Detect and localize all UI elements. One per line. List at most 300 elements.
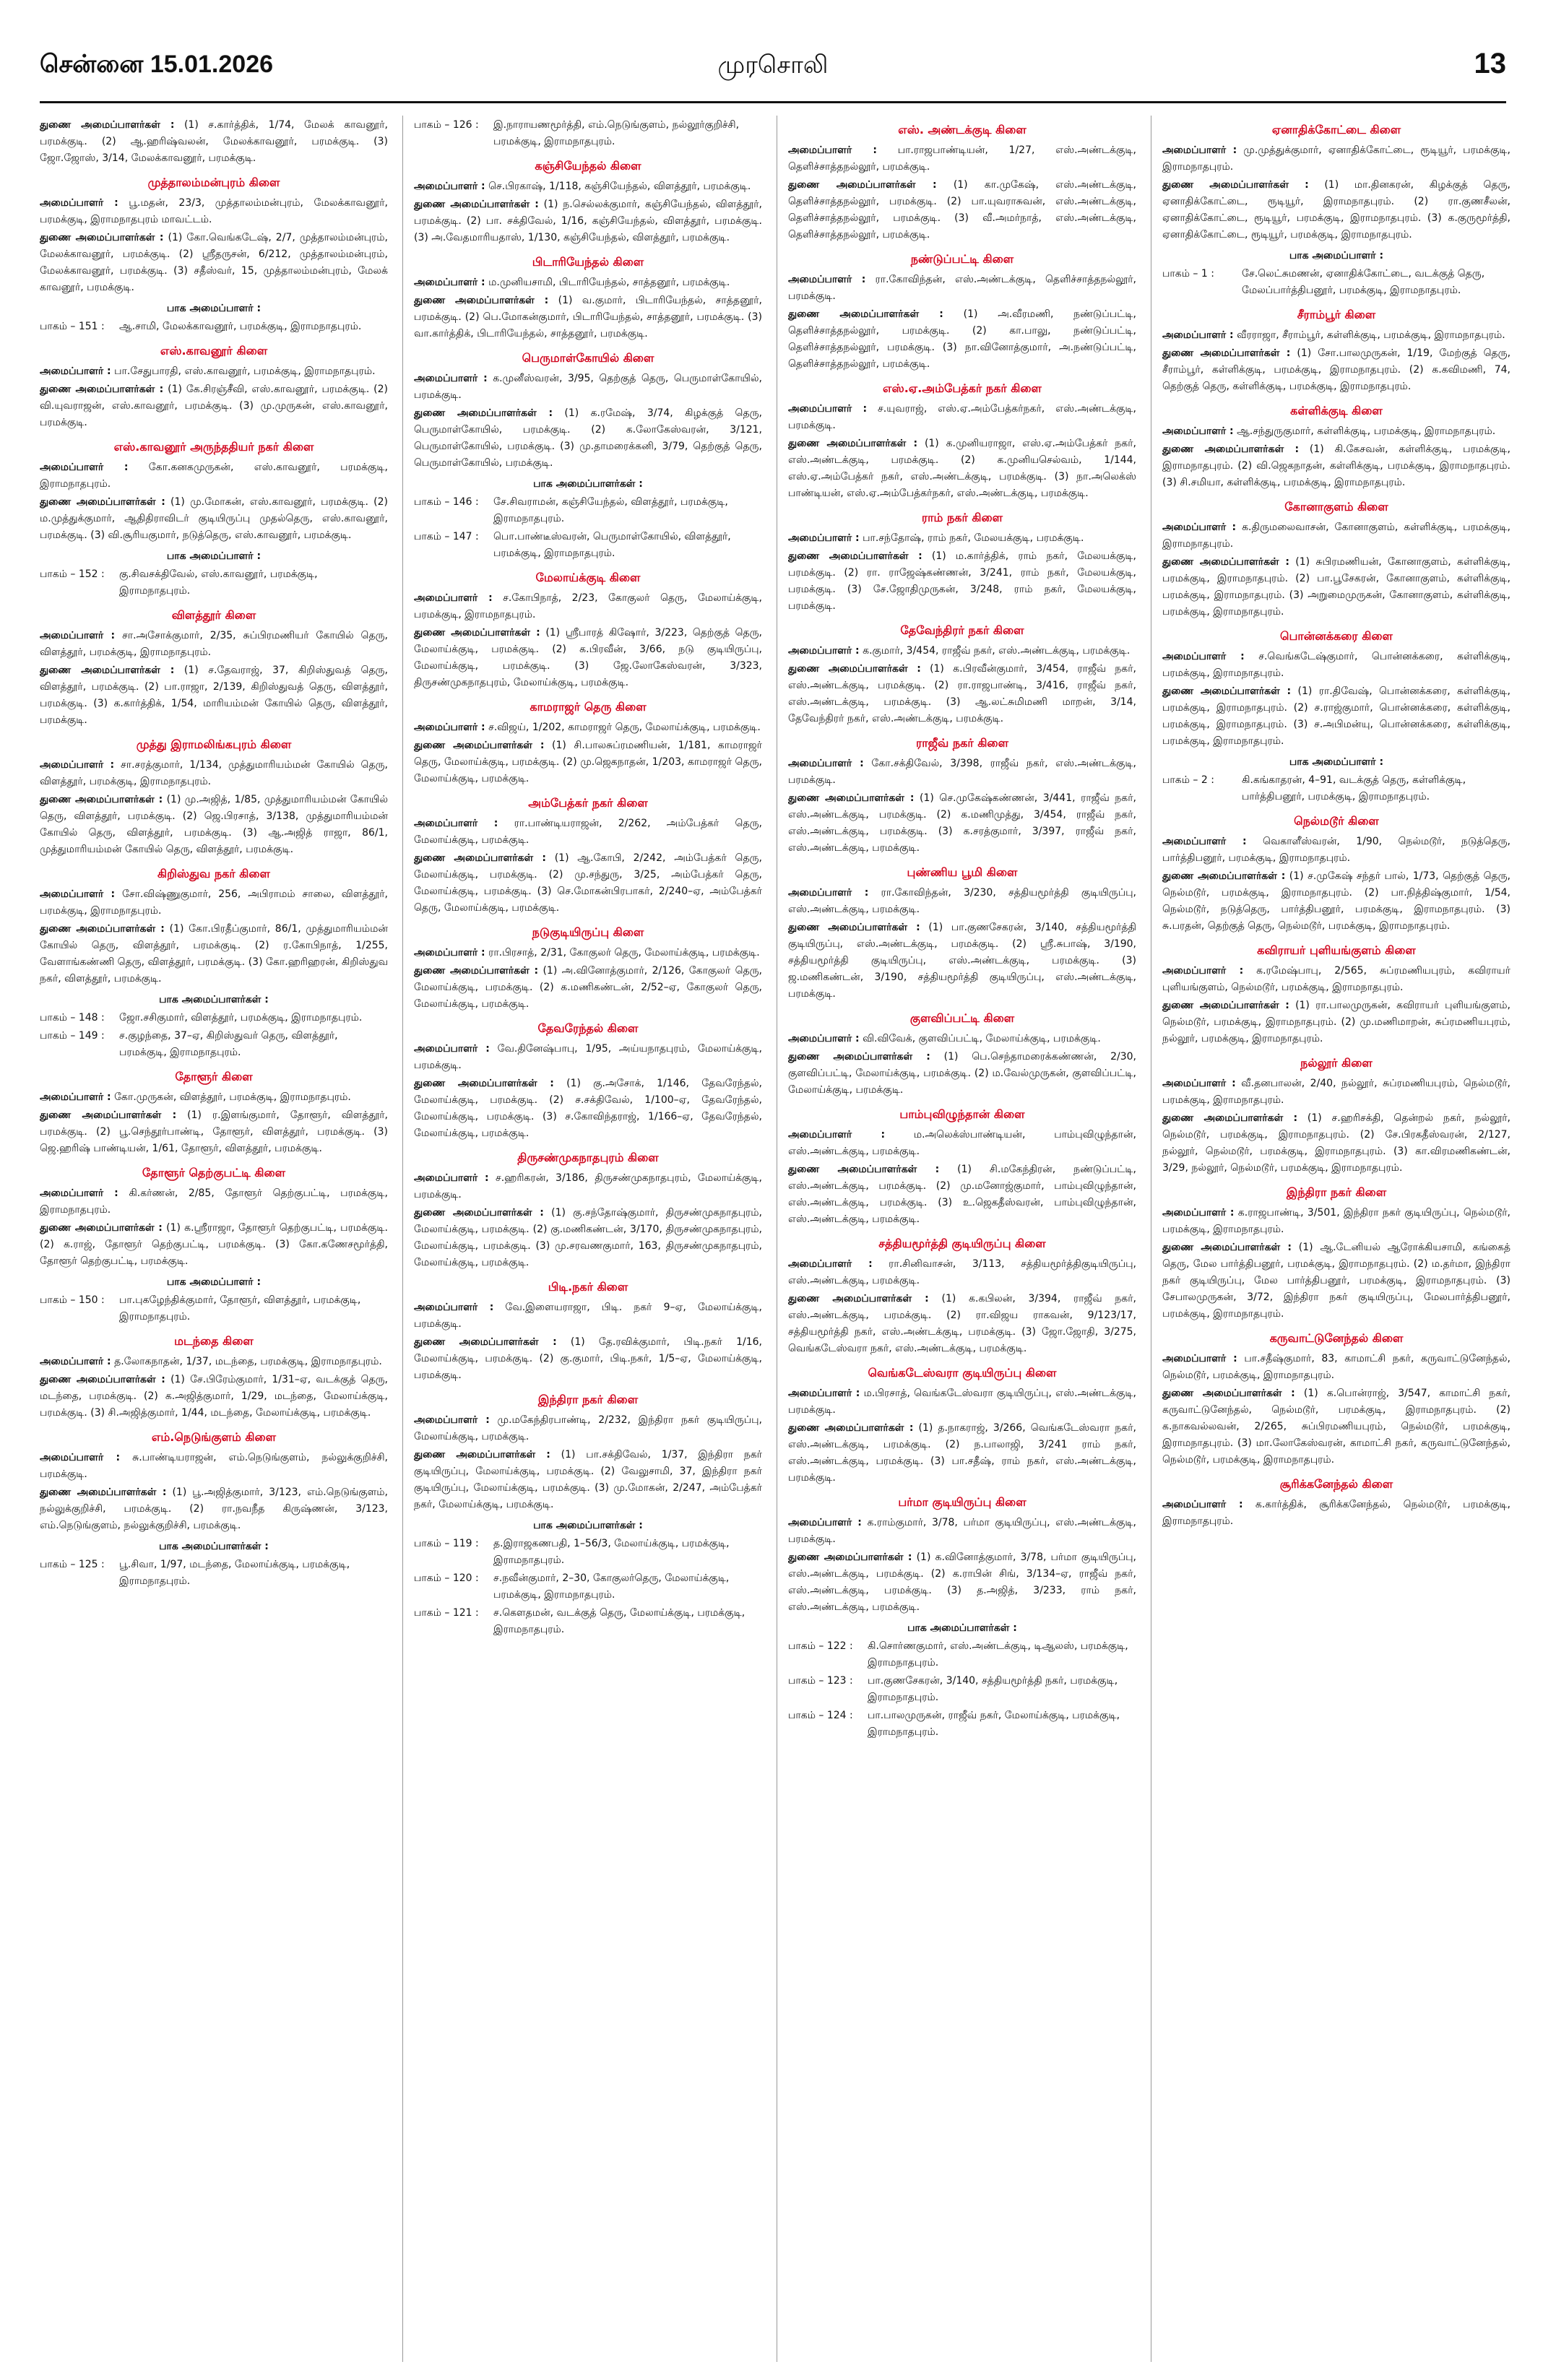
member-details: (1) கா.முகேஷ், எஸ்.அண்டக்குடி, தெளிச்சாத்தநல்லூர், பரமக்குடி. (2) பா.யுவராசுவன், எஸ்.அண்டக்குடி, தெளிச்சாத்தநல்லூர், பரமக்குடி. (3) வீ.அமர்நாத், எஸ்.அண்டக்குடி, தெளிச்சாத்தநல்லூர், பரமக்குடி. <box>788 179 1136 241</box>
member-details: வெகாளீஸ்வரன், 1/90, நெல்மடூர், நடுத்தெரு, பார்த்திபனூர், பரமக்குடி, இராமநாதபுரம். <box>1162 836 1510 864</box>
column-3 <box>788 116 1136 2362</box>
office-bearer-entry <box>788 1515 1136 1548</box>
member-details: (1) ந.செல்லக்குமார், கஞ்சியேந்தல், விளத்தூர், பரமக்குடி. (2) பா. சக்திவேல், 1/16, கஞ்சியேந்தல், விளத்தூர், பரமக்குடி. (3) அ.வேதமாரியதாஸ், 1/130, கஞ்சியேந்தல், விளத்தூர், பரமக்குடி. <box>414 199 762 243</box>
member-details: (1) சி.பாலசுப்ரமணியன், 1/181, காமராஜர் தெரு, மேலாய்க்குடி, பரமக்குடி. (2) மு.ஜெகநாதன், 1/203, காமராஜர் தெரு, மேலாய்க்குடி, பரமக்குடி. <box>414 740 762 784</box>
office-bearer-entry <box>414 1041 762 1074</box>
office-bearer-entry <box>788 1127 1136 1160</box>
booth-organizer: ஆ.சாமி, மேலக்காவனூர், பரமக்குடி, இராமநாதபுரம். <box>119 321 362 332</box>
member-details: சா.அசோக்குமார், 2/35, சுப்பிரமணியர் கோயில் தெரு, விளத்தூர், பரமக்குடி, இராமநாதபுரம். <box>40 630 388 658</box>
booth-row <box>40 1292 388 1325</box>
member-details: (1) சோ.பாலமுருகன், 1/19, மேற்குத் தெரு, சீராம்பூர், கள்ளிக்குடி, பரமக்குடி, இராமநாதபுரம். (2) க.கவிமணி, 74, தெற்குத் தெரு, கள்ளிக்குடி, பரமக்குடி, இராமநாதபுரம். <box>1162 347 1510 392</box>
member-details: க.கார்த்திக், சூரிக்கனேந்தல், நெல்மடூர், பரமக்குடி, இராமநாதபுரம். <box>1162 1499 1510 1527</box>
member-details: (1) செ.முகேஷ்கண்ணன், 3/441, ராஜீவ் நகர், எஸ்.அண்டக்குடி, பரமக்குடி. (2) க.மணிமுத்து, 3/454, ராஜீவ் நகர், எஸ்.அண்டக்குடி, பரமக்குடி. (3) க.சரத்குமார், 3/397, ராஜீவ் நகர், எஸ்.அண்டக்குடி, பரமக்குடி. <box>788 792 1136 854</box>
booth-number: பாகம் – 122 : <box>788 1640 853 1652</box>
role-label: துணை அமைப்பாளர்கள் : <box>414 1336 557 1348</box>
branch-title: நண்டுப்பட்டி கிளை <box>910 252 1014 266</box>
member-details: (1) கு.சந்தோஷ்குமார், திருசண்முகநாதபுரம், மேலாய்க்குடி, பரமக்குடி. (2) கு.மணிகண்டன், 3/170, திருசண்முகநாதபுரம், மேலாய்க்குடி, பரமக்குடி. (3) மு.சரவணகுமார், 163, திருசண்முகநாதபுரம், மேலாய்க்குடி, பரமக்குடி. <box>414 1207 762 1268</box>
branch-title: சீராம்பூர் கிளை <box>1297 308 1376 321</box>
role-label: அமைப்பாளர் : <box>40 462 129 473</box>
booth-number: பாகம் – 151 : <box>40 321 105 332</box>
booth-organizers-heading: பாக அமைப்பாளர் : <box>1289 250 1384 261</box>
role-label: துணை அமைப்பாளர்கள் : <box>40 496 165 508</box>
role-label: துணை அமைப்பாளர்கள் : <box>414 199 539 210</box>
booth-number: பாகம் – 119 : <box>414 1538 479 1549</box>
branch-title: பெருமாள்கோயில் கிளை <box>522 351 654 365</box>
role-label: அமைப்பாளர் : <box>788 403 868 415</box>
branch-title: விளத்தூர் கிளை <box>171 608 256 622</box>
office-bearer-entry <box>40 1450 388 1483</box>
role-label: துணை அமைப்பாளர்கள் : <box>788 550 922 562</box>
role-label: துணை அமைப்பாளர்கள் : <box>414 295 549 306</box>
role-label: அமைப்பாளர் : <box>788 887 869 899</box>
role-label: துணை அமைப்பாளர்கள் : <box>40 1109 177 1121</box>
booth-row <box>1162 266 1510 299</box>
member-details: சு.பாண்டியராஜன், எம்.நெடுங்குளம், நல்லுக்குறிச்சி, பரமக்குடி. <box>40 1452 388 1480</box>
role-label: துணை அமைப்பாளர்கள் : <box>40 794 163 805</box>
role-label: அமைப்பாளர் : <box>788 1033 860 1044</box>
booth-number: பாகம் – 2 : <box>1162 774 1214 786</box>
member-details: (1) கி.கேசவன், கள்ளிக்குடி, பரமக்குடி, இராமநாதபுரம். (2) வி.ஜெகநாதன், கள்ளிக்குடி, பரமக்குடி, இராமநாதபுரம். (3) சி.சமியா, கள்ளிக்குடி, பரமக்குடி, இராமநாதபுரம். <box>1162 443 1510 488</box>
branch-title: கவிராயர் புளியங்குளம் கிளை <box>1257 943 1416 957</box>
member-details: கி.கர்ணன், 2/85, தோளூர் தெற்குபட்டி, பரமக்குடி, இராமநாதபுரம். <box>40 1187 388 1216</box>
booth-organizer: பொ.பாண்டீஸ்வரன், பெருமாள்கோயில், விளத்தூர், பரமக்குடி, இராமநாதபுரம். <box>493 531 731 559</box>
booth-organizer: ஜோ.சசிகுமார், விளத்தூர், பரமக்குடி, இராமநாதபுரம். <box>119 1012 363 1024</box>
booth-organizers-heading: பாக அமைப்பாளர் : <box>1289 756 1384 768</box>
member-details: ச.யுவராஜ், எஸ்.ஏ.அம்பேத்கர்நகர், எஸ்.அண்டக்குடி, பரமக்குடி. <box>788 403 1136 431</box>
office-bearer-entry <box>1162 649 1510 682</box>
branch-section <box>414 350 762 562</box>
role-label: அமைப்பாளர் : <box>414 1302 494 1313</box>
role-label: துணை அமைப்பாளர்கள் : <box>414 965 539 977</box>
booth-number: பாகம் – 146 : <box>414 496 479 508</box>
branch-title: பாம்புவிழுந்தான் கிளை <box>899 1107 1025 1121</box>
page-number: 13 <box>1474 48 1506 79</box>
office-bearer-entry <box>40 1354 388 1370</box>
booth-row <box>40 566 388 600</box>
role-label: துணை அமைப்பாளர்கள் : <box>40 1374 165 1385</box>
member-details: க.ரமேஷ்பாபு, 2/565, சுப்ரமணியபுரம், கவிராயர் புளியங்குளம், நெல்மடூர், பரமக்குடி, இராமநாதபுரம். <box>1162 965 1510 993</box>
office-bearer-entry <box>40 628 388 661</box>
branch-section <box>414 1278 762 1384</box>
office-bearer-entry <box>414 1334 762 1384</box>
role-label: அமைப்பாளர் : <box>1162 651 1245 662</box>
role-label: துணை அமைப்பாளர்கள் : <box>788 1552 912 1563</box>
booth-number: பாகம் – 147 : <box>414 531 479 542</box>
office-bearer-entry <box>414 1299 762 1333</box>
role-label: துணை அமைப்பாளர்கள் : <box>788 1164 940 1175</box>
role-label: துணை அமைப்பாளர்கள் : <box>1162 179 1309 191</box>
role-label: துணை அமைப்பாளர்கள் : <box>788 438 918 449</box>
booth-number: பாகம் – 121 : <box>414 1607 479 1619</box>
booth-organizers-heading: பாக அமைப்பாளர் : <box>166 303 262 314</box>
office-bearer-entry <box>40 117 388 167</box>
role-label: துணை அமைப்பாளர்கள் : <box>40 384 164 395</box>
office-bearer-entry <box>788 1420 1136 1487</box>
member-details: (1) க.பிரவீன்குமார், 3/454, ராஜீவ் நகர், எஸ்.அண்டக்குடி, பரமக்குடி. (2) ரா.ராஜபாண்டி, 3/416, ராஜீவ் நகர், எஸ்.அண்டக்குடி, பரமக்குடி. (3) ஆ.லட்சுமிமணி மாறன், 3/14, தேவேந்திரர் நகர், எஸ்.அண்டக்குடி, பரமக்குடி. <box>788 663 1136 724</box>
branch-section <box>1162 1055 1510 1177</box>
member-details: (1) க.பொன்ராஜ், 3/547, காமாட்சி நகர், கருவாட்டுனேந்தல், நெல்மடூர், பரமக்குடி, இராமநாதபுரம். (2) க.நாகவல்லவன், 2/265, சுப்பிரமணியபுரம், நெல்மடூர், பரமக்குடி, இராமநாதபுரம். (3) மா.லோகேஸ்வரன், காமாட்சி நகர், கருவாட்டுனேந்தல், நெல்மடூர், பரமக்குடி, இராமநாதபுரம். <box>1162 1388 1510 1466</box>
branch-title: சத்தியமூர்த்தி குடியிருப்பு கிளை <box>878 1237 1046 1250</box>
role-label: அமைப்பாளர் : <box>1162 836 1247 847</box>
office-bearer-entry <box>1162 1351 1510 1384</box>
branch-title: கிறிஸ்துவ நகர் கிளை <box>157 867 270 880</box>
role-label: துணை அமைப்பாளர்கள் : <box>1162 1242 1292 1253</box>
booth-row <box>788 1673 1136 1706</box>
member-details: த.லோகநாதன், 1/37, மடந்தை, பரமக்குடி, இராமநாதபுரம். <box>114 1356 382 1367</box>
role-label: துணை அமைப்பாளர்கள் : <box>788 792 915 804</box>
office-bearer-entry <box>1162 1385 1510 1468</box>
branch-section <box>40 342 388 431</box>
office-bearer-entry <box>788 756 1136 789</box>
member-details: க.குமார், 3/454, ராஜீவ் நகர், எஸ்.அண்டக்குடி, பரமக்குடி. <box>863 645 1131 657</box>
member-details: (1) அ.வினோத்குமார், 2/126, கோகுலர் தெரு, மேலாய்க்குடி, பரமக்குடி. (2) க.மணிகண்டன், 2/52–ஏ, கோகுலர் தெரு, மேலாய்க்குடி, பரமக்குடி. <box>414 965 762 1010</box>
booth-organizer: கி.கங்காதரன், 4–91, வடக்குத் தெரு, கள்ளிக்குடி, பார்த்திபனூர், பரமக்குடி, இராமநாதபுரம். <box>1242 774 1466 802</box>
member-details: வீரராஜா, சீராம்பூர், கள்ளிக்குடி, பரமக்குடி, இராமநாதபுரம். <box>1237 329 1505 341</box>
office-bearer-entry <box>40 1185 388 1219</box>
booth-organizer: பா.குணசேகரன், 3/140, சத்தியமூர்த்தி நகர், பரமக்குடி, இராமநாதபுரம். <box>868 1675 1118 1703</box>
booth-organizers-heading: பாக அமைப்பாளர்கள் : <box>907 1622 1017 1634</box>
member-details: வி.விவேக், குளவிப்பட்டி, மேலாய்க்குடி, பரமக்குடி. <box>863 1033 1101 1044</box>
branch-section <box>1162 1330 1510 1468</box>
role-label: துணை அமைப்பாளர்கள் : <box>40 665 175 676</box>
booth-number: பாகம் – 152 : <box>40 568 105 580</box>
office-bearer-entry <box>40 363 388 380</box>
role-label: துணை அமைப்பாளர்கள் : <box>788 663 921 675</box>
branch-section <box>1162 813 1510 935</box>
booth-row <box>40 1557 388 1590</box>
branch-title: தேவேந்திரர் நகர் கிளை <box>900 623 1024 637</box>
booth-row <box>414 1536 762 1569</box>
branch-section <box>788 1494 1136 1741</box>
role-label: அமைப்பாளர் : <box>1162 425 1234 437</box>
role-label: துணை அமைப்பாளர்கள் : <box>40 923 165 935</box>
member-details: (1) க.முனியராஜா, எஸ்.ஏ.அம்பேத்கர் நகர், எஸ்.அண்டக்குடி, பரமக்குடி. (2) க.முனியசெல்வம், 1/144, எஸ்.ஏ.அம்பேத்கர் நகர், எஸ்.அண்டக்குடி, பரமக்குடி. (3) நா.அலெக்ஸ் பாண்டியன், எஸ்.ஏ.அம்பேத்கர்நகர், எஸ்.அண்டக்குடி, பரமக்குடி. <box>788 438 1136 499</box>
member-details: (1) வ.குமார், பிடாரியேந்தல், சாத்தனூர், பரமக்குடி. (2) பெ.மோகன்குமார், பிடாரியேந்தல், சாத்தனூர், பரமக்குடி. (3) வா.கார்த்திக், பிடாரியேந்தல், சாத்தனூர், பரமக்குடி. <box>414 295 762 339</box>
branch-title: கோனாகுளம் கிளை <box>1284 500 1388 514</box>
role-label: துணை அமைப்பாளர்கள் : <box>788 1051 930 1063</box>
branch-section <box>788 380 1136 502</box>
office-bearer-entry <box>1162 519 1510 553</box>
role-label: துணை அமைப்பாளர்கள் : <box>40 1487 167 1498</box>
booth-organizers-heading: பாக அமைப்பாளர்கள் : <box>533 1520 643 1531</box>
member-details: (1) ரா.பாலமுருகன், கவிராயர் புளியங்குளம், நெல்மடூர், பரமக்குடி, இராமநாதபுரம். (2) மு.மணிமாறன், சுப்ரமணியபுரம், நல்லூர், பரமக்குடி, இராமநாதபுரம். <box>1162 1000 1510 1044</box>
role-label: அமைப்பாளர் : <box>414 181 485 192</box>
role-label: அமைப்பாளர் : <box>414 818 498 829</box>
branch-title: திருசண்முகநாதபுரம் கிளை <box>517 1151 659 1164</box>
branch-section <box>40 438 388 600</box>
booth-organizer: பூ.சிவா, 1/97, மடந்தை, மேலாய்க்குடி, பரமக்குடி, இராமநாதபுரம். <box>119 1559 350 1587</box>
branch-section <box>788 1010 1136 1099</box>
branch-section <box>1162 942 1510 1047</box>
member-details: (1) தே.ரவிக்குமார், பிடி.நகர் 1/16, மேலாய்க்குடி, பரமக்குடி. (2) கு.குமார், பிடி.நகர், 1/5–ஏ, மேலாய்க்குடி, பரமக்குடி. <box>414 1336 762 1381</box>
booth-row <box>40 319 388 335</box>
member-details: ச.வெங்கடேஷ்குமார், பொன்னக்கரை, கள்ளிக்குடி, பரமக்குடி, இராமநாதபுரம். <box>1162 651 1510 679</box>
branch-section <box>40 1068 388 1157</box>
office-bearer-entry <box>788 643 1136 659</box>
booth-number: பாகம் – 1 : <box>1162 268 1214 280</box>
office-bearer-entry <box>788 790 1136 857</box>
member-details: (1) பா.சக்திவேல், 1/37, இந்திரா நகர் குடியிருப்பு, மேலாய்க்குடி, பரமக்குடி. (2) வேலுசாமி, 37, இந்திரா நகர் குடியிருப்பு, மேலாய்க்குடி, பரமக்குடி. (3) மு.மோகன், 2/247, அம்பேத்கர் நகர், மேலாய்க்குடி, பரமக்குடி. <box>414 1449 762 1510</box>
booth-number: பாகம் – 150 : <box>40 1294 105 1306</box>
booth-row <box>414 529 762 562</box>
branch-title: ஏனாதிக்கோட்டை கிளை <box>1271 123 1401 137</box>
booth-organizer: ச.குழந்தை, 37–ஏ, கிறிஸ்துவர் தெரு, விளத்தூர், பரமக்குடி, இராமநாதபுரம். <box>119 1030 338 1058</box>
column-4 <box>1162 116 1510 2362</box>
branch-title: காமராஜர் தெரு கிளை <box>530 700 647 714</box>
member-details: வீ.தனபாலன், 2/40, நல்லூர், சுப்ரமணியபுரம், நெல்மடூர், பரமக்குடி, இராமநாதபுரம். <box>1162 1078 1510 1106</box>
role-label: அமைப்பாளர் : <box>40 197 118 209</box>
member-details: (1) கோ.வெங்கடேஷ், 2/7, முத்தாலம்மன்புரம், மேலக்காவனூர், பரமக்குடி. (2) ஸ்ரீதருசன், 6/212, முத்தாலம்மன்புரம், மேலக்காவனூர், பரமக்குடி. (3) சதீஸ்வர், 15, முத்தாலம்மன்புரம், மேலக் காவனூர், பரமக்குடி. <box>40 232 388 293</box>
booth-number: பாகம் – 123 : <box>788 1675 853 1687</box>
branch-title: முத்து இராமலிங்கபுரம் கிளை <box>136 737 292 751</box>
role-label: அமைப்பாளர் : <box>1162 1499 1243 1510</box>
member-details: பா.சந்தோஷ், ராம் நகர், மேலயக்குடி, பரமக்குடி. <box>863 532 1084 544</box>
office-bearer-entry <box>414 371 762 404</box>
branch-title: எஸ்.காவனூர் அருந்ததியர் நகர் கிளை <box>113 440 314 454</box>
member-details: ச.கோபிநாத், 2/23, கோகுலர் தெரு, மேலாய்க்குடி, பரமக்குடி, இராமநாதபுரம். <box>414 592 762 620</box>
member-details: (1) ஸ்ரீபாரத் கிஷோர், 3/223, தெற்குத் தெரு, மேலாய்க்குடி, பரமக்குடி. (2) க.பிரவீன், 3/66, நடு குடியிருப்பு, மேலாய்க்குடி, பரமக்குடி. (3) ஜே.லோகேஸ்வரன், 3/323, திருசண்முகநாதபுரம், மேலாய்க்குடி, பரமக்குடி. <box>414 627 762 688</box>
role-label: அமைப்பாளர் : <box>40 1091 111 1103</box>
branch-title: எஸ்.காவனூர் கிளை <box>160 344 268 358</box>
role-label: அமைப்பாளர் : <box>1162 1078 1236 1089</box>
booth-organizer: சே.லெட்சுமணன், ஏனாதிக்கோட்டை, வடக்குத் தெரு, மேலப்பார்த்திபனூர், பரமக்குடி, இராமநாதபுரம். <box>1242 268 1485 296</box>
booth-row <box>414 117 762 150</box>
branch-section <box>414 1391 762 1638</box>
booth-row <box>40 1028 388 1061</box>
role-label: அமைப்பாளர் : <box>788 645 860 657</box>
role-label: துணை அமைப்பாளர்கள் : <box>1162 1388 1295 1399</box>
booth-row <box>788 1708 1136 1741</box>
member-details: (1) ச.ஹரிசக்தி, தென்றல் நகர், நல்லூர், நெல்மடூர், பரமக்குடி, இராமநாதபுரம். (2) சே.பிரகதீஸ்வரன், 2/127, நல்லூர், நெல்மடூர், பரமக்குடி, இராமநாதபுரம். (3) கா.விரமணிகண்டன், 3/29, நல்லூர், நெல்மடூர், பரமக்குடி, இராமநாதபுரம். <box>1162 1112 1510 1174</box>
member-details: (1) மு.மோகன், எஸ்.காவனூர், பரமக்குடி. (2) ம.முத்துக்குமார், ஆதிதிராவிடர் குடியிருப்பு முதல்தெரு, எஸ்.காவனூர், பரமக்குடி. (3) வி.சூரியகுமார், நடுத்தெரு, எஸ்.காவனூர், பரமக்குடி. <box>40 496 388 541</box>
office-bearer-entry <box>40 1089 388 1106</box>
role-label: துணை அமைப்பாளர்கள் : <box>1162 1000 1289 1011</box>
booth-organizer: கு.சிவசக்திவேல், எஸ்.காவனூர், பரமக்குடி, இராமநாதபுரம். <box>119 568 318 597</box>
office-bearer-entry <box>40 230 388 296</box>
branch-title: தோளூர் கிளை <box>175 1070 253 1083</box>
branch-section <box>1162 306 1510 395</box>
newspaper-masthead: முரசொலி <box>717 51 829 79</box>
member-details: பா.ராஜபாண்டியன், 1/27, எஸ்.அண்டக்குடி, தெளிச்சாத்தநல்லூர், பரமக்குடி. <box>788 144 1136 173</box>
member-details: மு.மகேந்திரபாண்டி, 2/232, இந்திரா நகர் குடியிருப்பு, மேலாய்க்குடி, பரமக்குடி. <box>414 1414 762 1442</box>
branch-section <box>788 864 1136 1003</box>
branch-section <box>788 509 1136 615</box>
member-details: க.ராஜபாண்டி, 3/501, இந்திரா நகர் குடியிருப்பு, நெல்மடூர், பரமக்குடி, இராமநாதபுரம். <box>1162 1207 1510 1235</box>
role-label: துணை அமைப்பாளர்கள் : <box>1162 347 1291 359</box>
office-bearer-entry <box>1162 327 1510 344</box>
role-label: அமைப்பாளர் : <box>414 277 485 288</box>
office-bearer-entry <box>414 405 762 472</box>
branch-title: ராம் நகர் கிளை <box>921 511 1003 524</box>
member-details: (1) அ.வீரமணி, நண்டுப்பட்டி, தெளிச்சாத்தநல்லூர், பரமக்குடி. (2) கா.பாலு, நண்டுப்பட்டி, தெளிச்சாத்தநல்லூர், பரமக்குடி. (3) நா.வினோத்குமார், அ.நண்டுப்பட்டி, தெளிச்சாத்தநல்லூர், பரமக்குடி. <box>788 308 1136 370</box>
role-label: அமைப்பாளர் : <box>1162 329 1234 341</box>
office-bearer-entry <box>1162 1239 1510 1323</box>
member-details: கோ.முருகன், விளத்தூர், பரமக்குடி, இராமநாதபுரம். <box>114 1091 351 1103</box>
role-label: அமைப்பாளர் : <box>788 144 877 156</box>
office-bearer-entry <box>414 815 762 849</box>
office-bearer-entry <box>40 1484 388 1534</box>
branch-title: எஸ். அண்டக்குடி கிளை <box>898 123 1026 137</box>
member-details: ச.ஹரிகரன், 3/186, திருசண்முகநாதபுரம், மேலாய்க்குடி, பரமக்குடி. <box>414 1172 762 1200</box>
office-bearer-entry <box>1162 683 1510 750</box>
office-bearer-entry <box>40 1107 388 1157</box>
member-details: (1) க.கபிலன், 3/394, ராஜீவ் நகர், எஸ்.அண்டக்குடி, பரமக்குடி. (2) ரா.விஜய ராகவன், 9/123/17, சத்தியமூர்த்தி நகர், எஸ்.அண்டக்குடி, பரமக்குடி. (3) ஜோ.ஜோதி, 3/275, வெங்கடேஸ்வரா நகர், எஸ்.அண்டக்குடி, பரமக்குடி. <box>788 1293 1136 1354</box>
booth-row <box>788 1638 1136 1671</box>
member-details: (1) ஆ.கோபி, 2/242, அம்பேத்கர் தெரு, மேலாய்க்குடி, பரமக்குடி. (2) மு.சந்துரு, 3/25, அம்பேத்கர் தெரு, மேலாய்க்குடி, பரமக்குடி. (3) செ.மோகன்பிரபாகர், 2/240–ஏ, அம்பேத்கர் தெரு, மேலாய்க்குடி, பரமக்குடி. <box>414 852 762 914</box>
booth-row <box>414 1570 762 1604</box>
office-bearer-entry <box>1162 423 1510 440</box>
role-label: அமைப்பாளர் : <box>1162 1353 1237 1364</box>
branch-section <box>414 698 762 787</box>
role-label: துணை அமைப்பாளர்கள் : <box>1162 870 1286 882</box>
role-label: அமைப்பாளர் : <box>414 592 493 604</box>
role-label: அமைப்பாளர் : <box>1162 965 1244 977</box>
role-label: அமைப்பாளர் : <box>788 1258 873 1270</box>
office-bearer-entry <box>788 436 1136 502</box>
office-bearer-entry <box>788 885 1136 918</box>
booth-row <box>414 1605 762 1638</box>
branch-section <box>1162 402 1510 491</box>
office-bearer-entry <box>414 850 762 917</box>
role-label: அமைப்பாளர் : <box>40 365 111 377</box>
role-label: துணை அமைப்பாளர்கள் : <box>40 232 164 243</box>
member-details: செ.பிரகாஷ், 1/118, கஞ்சியேந்தல், விளத்தூர், பரமக்குடி. <box>488 181 751 192</box>
office-bearer-entry <box>788 272 1136 305</box>
office-bearer-entry <box>788 306 1136 373</box>
office-bearer-entry <box>788 1385 1136 1419</box>
member-details: (1) சே.பிரேம்குமார், 1/31–ஏ, வடக்குத் தெரு, மடந்தை, பரமக்குடி. (2) க.அஜித்குமார், 1/29, மடந்தை, மேலாய்க்குடி, பரமக்குடி. (3) சி.அஜித்குமார், 1/44, மடந்தை, மேலாய்க்குடி, பரமக்குடி. <box>40 1374 388 1419</box>
member-details: (1) பூ.அஜித்குமார், 3/123, எம்.நெடுங்குளம், நல்லுக்குறிச்சி, பரமக்குடி. (2) ரா.நவநீத கிருஷ்ணன், 3/123, எம்.நெடுங்குளம், நல்லுக்குறிச்சி, பரமக்குடி. <box>40 1487 388 1531</box>
booth-number: பாகம் – 120 : <box>414 1572 479 1584</box>
member-details: சோ.விஷ்ணுகுமார், 256, அபிராமம் சாலை, விளத்தூர், பரமக்குடி, இராமநாதபுரம். <box>40 888 388 917</box>
role-label: அமைப்பாளர் : <box>1162 1207 1235 1219</box>
branch-section <box>40 1429 388 1590</box>
role-label: துணை அமைப்பாளர்கள் : <box>1162 556 1289 568</box>
office-bearer-entry <box>788 530 1136 547</box>
office-bearer-entry <box>414 719 762 736</box>
branch-title: மேலாய்க்குடி கிளை <box>535 571 641 584</box>
branch-section <box>414 254 762 342</box>
branch-title: இந்திரா நகர் கிளை <box>1286 1185 1387 1199</box>
role-label: துணை அமைப்பாளர்கள் : <box>40 119 175 131</box>
branch-title: பிடி.நகர் கிளை <box>548 1280 628 1294</box>
office-bearer-entry <box>40 792 388 858</box>
office-bearer-entry <box>414 963 762 1013</box>
member-details: ரா.சினிவாசன், 3/113, சத்தியமூர்த்திகுடியிருப்பு, எஸ்.அண்டக்குடி, பரமக்குடி. <box>788 1258 1136 1286</box>
booth-organizer: சே.சிவராமன், கஞ்சியேந்தல், விளத்தூர், பரமக்குடி, இராமநாதபுரம். <box>493 496 728 524</box>
member-details: (1) கு.அசோக், 1/146, தேவரேந்தல், மேலாய்க்குடி, பரமக்குடி. (2) ச.சக்திவேல், 1/100–ஏ, தேவரேந்தல், மேலாய்க்குடி, பரமக்குடி. (3) ச.கோவிந்தராஜ், 1/166–ஏ, தேவரேந்தல், மேலாய்க்குடி, பரமக்குடி. <box>414 1078 762 1139</box>
branch-section <box>788 251 1136 373</box>
branch-section <box>40 865 388 1061</box>
branch-title: தேவரேந்தல் கிளை <box>537 1021 639 1035</box>
role-label: துணை அமைப்பாளர்கள் : <box>40 1222 163 1234</box>
member-details: (1) க.ரமேஷ், 3/74, கிழக்குத் தெரு, பெருமாள்கோயில், பரமக்குடி. (2) க.லோகேஸ்வரன், 3/121, பெருமாள்கோயில், பரமக்குடி. (3) மு.தாமரைக்கனி, 3/79, தெற்குத் தெரு, பெருமாள்கோயில், பரமக்குடி. <box>414 407 762 469</box>
office-bearer-entry <box>40 1372 388 1421</box>
branch-section <box>1162 121 1510 299</box>
role-label: அமைப்பாளர் : <box>40 888 116 900</box>
office-bearer-entry <box>788 919 1136 1003</box>
booth-organizers-heading: பாக அமைப்பாளர்கள் : <box>533 478 643 490</box>
role-label: அமைப்பாளர் : <box>788 1129 886 1141</box>
member-details: ரா.பிரசாத், 2/31, கோகுலர் தெரு, மேலாய்க்குடி, பரமக்குடி. <box>488 947 760 959</box>
role-label: துணை அமைப்பாளர்கள் : <box>414 627 540 639</box>
branch-title: எம்.நெடுங்குளம் கிளை <box>151 1430 277 1444</box>
role-label: துணை அமைப்பாளர்கள் : <box>788 179 937 191</box>
office-bearer-entry <box>40 757 388 790</box>
column-1 <box>40 116 388 2362</box>
column-2 <box>414 116 762 2362</box>
branch-title: புண்ணிய பூமி கிளை <box>907 865 1018 879</box>
role-label: அமைப்பாளர் : <box>40 630 116 641</box>
role-label: அமைப்பாளர் : <box>414 1043 490 1055</box>
member-details: (1) ர.இளங்குமார், தோளூர், விளத்தூர், பரமக்குடி. (2) பூ.செந்தூர்பாண்டி, தோளூர், விளத்தூர், பரமக்குடி. (3) ஜெ.ஹரிஷ் பாண்டியன், 1/61, தோளூர், விளத்தூர், பரமக்குடி. <box>40 1109 388 1154</box>
member-details: (1) ரா.திவேஷ், பொன்னக்கரை, கள்ளிக்குடி, பரமக்குடி, இராமநாதபுரம். (2) ச.ராஜ்குமார், பொன்னக்கரை, கள்ளிக்குடி, பரமக்குடி, இராமநாதபுரம். (3) ச.அபிமன்யு, பொன்னக்கரை, கள்ளிக்குடி, பரமக்குடி, இராமநாதபுரம். <box>1162 685 1510 747</box>
member-details: (1) த.நாகராஜ், 3/266, வெங்கடேஸ்வரா நகர், எஸ்.அண்டக்குடி, பரமக்குடி. (2) ந.பாலாஜி, 3/241 ராம் நகர், எஸ்.அண்டக்குடி, பரமக்குடி. (3) பா.சதீஷ், ராம் நகர், எஸ்.அண்டக்குடி, பரமக்குடி. <box>788 1422 1136 1484</box>
role-label: துணை அமைப்பாளர்கள் : <box>1162 685 1292 697</box>
member-details: (1) ச.முகேஷ் சந்தர் பால், 1/73, தெற்குத் தெரு, நெல்மடூர், பரமக்குடி, இராமநாதபுரம். (2) பா.நித்திஷ்குமார், 1/54, நெல்மடூர், நடுத்தெரு, பார்த்திபனூர், பரமக்குடி, இராமநாதபுரம். (3) சு.பரதன், தெற்குத் தெரு, நெல்மடூர், பரமக்குடி, இராமநாதபுரம். <box>1162 870 1510 932</box>
office-bearer-entry <box>414 293 762 342</box>
branch-title: அம்பேத்கர் நகர் கிளை <box>528 796 648 810</box>
member-details: ம.முனியசாமி, பிடாரியேந்தல், சாத்தனூர், பரமக்குடி. <box>488 277 730 288</box>
branch-title: ராஜீவ் நகர் கிளை <box>916 736 1008 750</box>
office-bearer-entry <box>1162 177 1510 243</box>
role-label: அமைப்பாளர் : <box>40 1187 118 1199</box>
branch-title: நடுகுடியிருப்பு கிளை <box>532 925 644 939</box>
member-details: ஆ.சந்துருகுமார், கள்ளிக்குடி, பரமக்குடி, இராமநாதபுரம். <box>1237 425 1496 437</box>
office-bearer-entry <box>788 1031 1136 1047</box>
branch-title: தோளூர் தெற்குபட்டி கிளை <box>142 1166 286 1180</box>
branch-section <box>40 1333 388 1421</box>
role-label: அமைப்பாளர் : <box>40 1356 111 1367</box>
member-details: கோ.கனகமுருகன், எஸ்.காவனூர், பரமக்குடி, இராமநாதபுரம். <box>40 462 388 490</box>
office-bearer-entry <box>1162 1497 1510 1530</box>
role-label: துணை அமைப்பாளர்கள் : <box>788 308 943 320</box>
branch-section <box>788 1235 1136 1357</box>
office-bearer-entry <box>414 945 762 961</box>
role-label: அமைப்பாளர் : <box>40 759 115 771</box>
booth-row <box>40 1010 388 1026</box>
office-bearer-entry <box>414 625 762 691</box>
role-label: அமைப்பாளர் : <box>1162 522 1237 533</box>
office-bearer-entry <box>1162 834 1510 867</box>
member-details: (1) ம.கார்த்திக், ராம் நகர், மேலயக்குடி, பரமக்குடி. (2) ரா. ராஜேஷ்கண்ணன், 3/241, ராம் நகர், மேலயக்குடி, பரமக்குடி. (3) சே.ஜோதிமுருகன், 3/248, ராம் நகர், மேலயக்குடி, பரமக்குடி. <box>788 550 1136 612</box>
member-details: ம.அலெக்ஸ்பாண்டியன், பாம்புவிழுந்தான், எஸ்.அண்டக்குடி, பரமக்குடி. <box>788 1129 1136 1157</box>
branch-section <box>1162 1184 1510 1323</box>
role-label: துணை அமைப்பாளர்கள் : <box>414 1078 554 1089</box>
booth-organizer: த.இராஜகணபதி, 1–56/3, மேலாய்க்குடி, பரமக்குடி, இராமநாதபுரம். <box>493 1538 730 1566</box>
branch-title: பிடாரியேந்தல் கிளை <box>532 255 644 269</box>
member-details: (1) கே.சிரஞ்சீவி, எஸ்.காவனூர், பரமக்குடி. (2) வி.யுவராஜன், எஸ்.காவனூர், பரமக்குடி. (3) மு.முருகன், எஸ்.காவனூர், பரமக்குடி. <box>40 384 388 428</box>
role-label: அமைப்பாளர் : <box>414 373 488 384</box>
booth-organizer: பா.புகழேந்திக்குமார், தோளூர், விளத்தூர், பரமக்குடி, இராமநாதபுரம். <box>119 1294 361 1323</box>
member-details: (1) பெ.செந்தாமரைக்கண்ணன், 2/30, குளவிப்பட்டி, மேலாய்க்குடி, பரமக்குடி. (2) ம.வேல்முருகன், குளவிப்பட்டி, மேலாய்க்குடி, பரமக்குடி. <box>788 1051 1136 1096</box>
role-label: அமைப்பாளர் : <box>414 722 485 733</box>
office-bearer-entry <box>1162 554 1510 620</box>
branch-section <box>40 607 388 729</box>
office-bearer-entry <box>1162 142 1510 176</box>
office-bearer-entry <box>414 1076 762 1142</box>
branch-section <box>414 924 762 1013</box>
office-bearer-entry <box>788 1549 1136 1616</box>
role-label: அமைப்பாளர் : <box>788 532 860 544</box>
member-details: வே.இளையராஜா, பிடி. நகர் 9–ஏ, மேலாய்க்குடி, பரமக்குடி. <box>414 1302 762 1330</box>
role-label: துணை அமைப்பாளர்கள் : <box>414 1207 544 1219</box>
branch-section <box>788 121 1136 243</box>
office-bearer-entry <box>40 1220 388 1270</box>
article-columns <box>40 116 1510 2362</box>
branch-section <box>40 174 388 335</box>
office-bearer-entry <box>788 548 1136 615</box>
